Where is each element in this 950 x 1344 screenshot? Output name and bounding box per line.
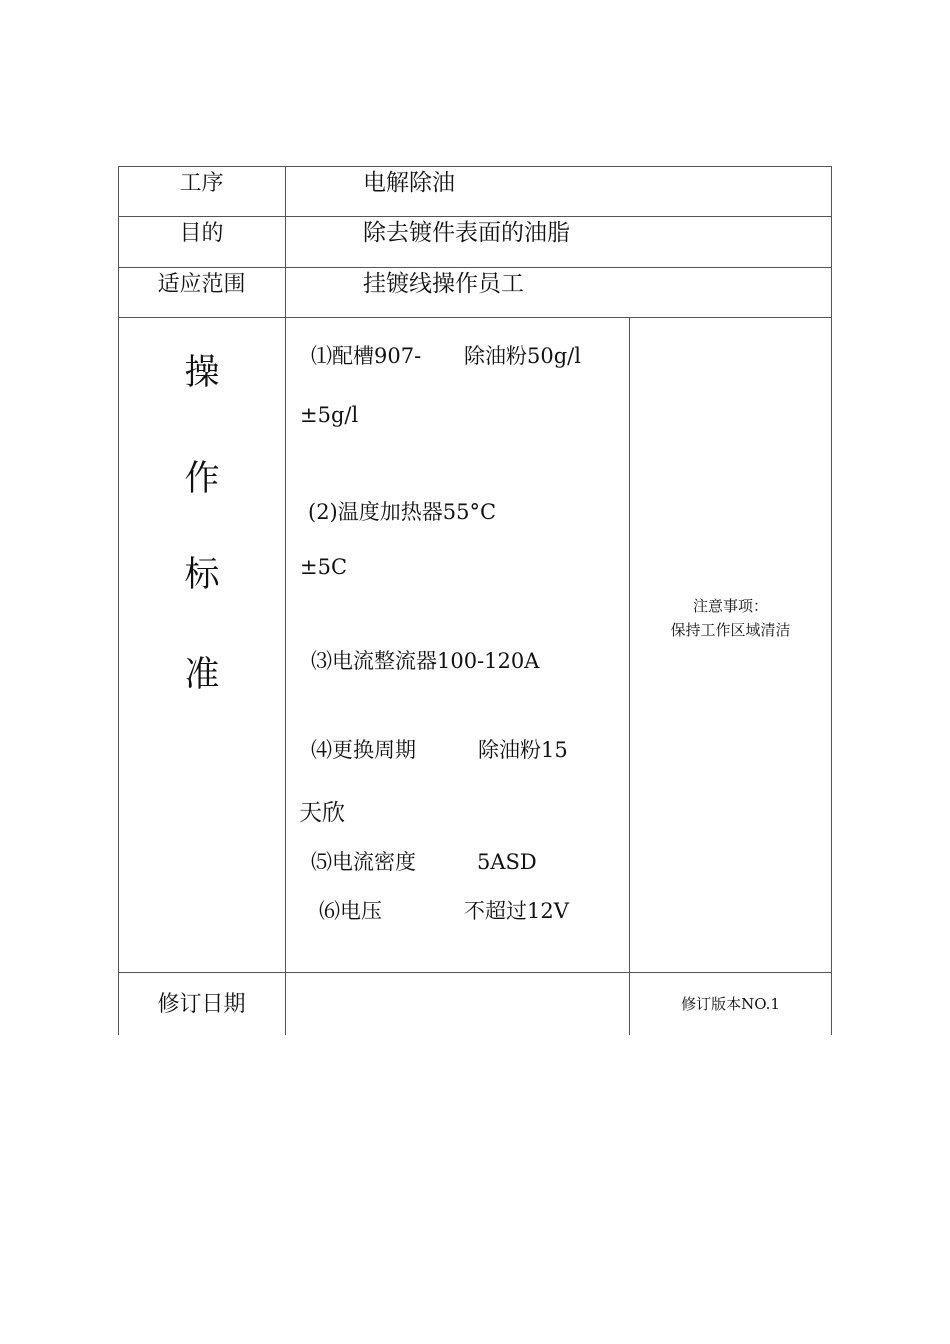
table-border-left [118,166,119,1035]
scope-label: 适应范围 [157,272,246,297]
revision-date-label: 修订日期 [157,992,246,1017]
row-divider [118,267,832,268]
row-divider [118,317,832,318]
revision-version: 修订版本NO.1 [681,995,780,1013]
operation-item-3: ⑶电流整流器100-120A [311,649,540,673]
column-divider [285,166,286,1035]
operation-item-6-value: 不超过12V [464,899,569,923]
operation-item-5-value: 5ASD [477,850,537,874]
operation-label-char: 作 [184,459,220,499]
operation-item-2-tolerance: ±5C [300,555,348,579]
column-divider [629,317,630,1035]
operation-standard-table [118,166,832,1035]
operation-item-4-value: 除油粉15 [478,738,568,762]
table-border-top [118,166,832,167]
operation-label-char: 操 [184,353,220,393]
row-divider [118,972,832,973]
table-border-right [831,166,832,1035]
operation-item-5: ⑸电流密度 [311,850,416,874]
process-value: 电解除油 [363,170,455,196]
note-title: 注意事项： [692,597,768,615]
purpose-label: 目的 [179,221,224,246]
operation-label-char: 标 [184,555,220,595]
operation-item-1-tolerance: ±5g/l [300,403,359,427]
operation-item-2: (2)温度加热器55°C [308,500,497,524]
operation-item-4: ⑷更换周期 [311,738,416,762]
purpose-value: 除去镀件表面的油脂 [363,220,570,246]
row-divider [118,216,832,217]
operation-item-1: ⑴配槽907- [311,344,422,368]
note-body: 保持工作区域清洁 [670,621,791,639]
operation-item-4-unit: 天欣 [299,800,345,826]
operation-label-char: 准 [184,655,220,695]
scope-value: 挂镀线操作员工 [363,271,524,297]
operation-item-1-value: 除油粉50g/l [464,344,581,368]
operation-item-6: ⑹电压 [319,899,382,923]
process-label: 工序 [179,171,224,196]
